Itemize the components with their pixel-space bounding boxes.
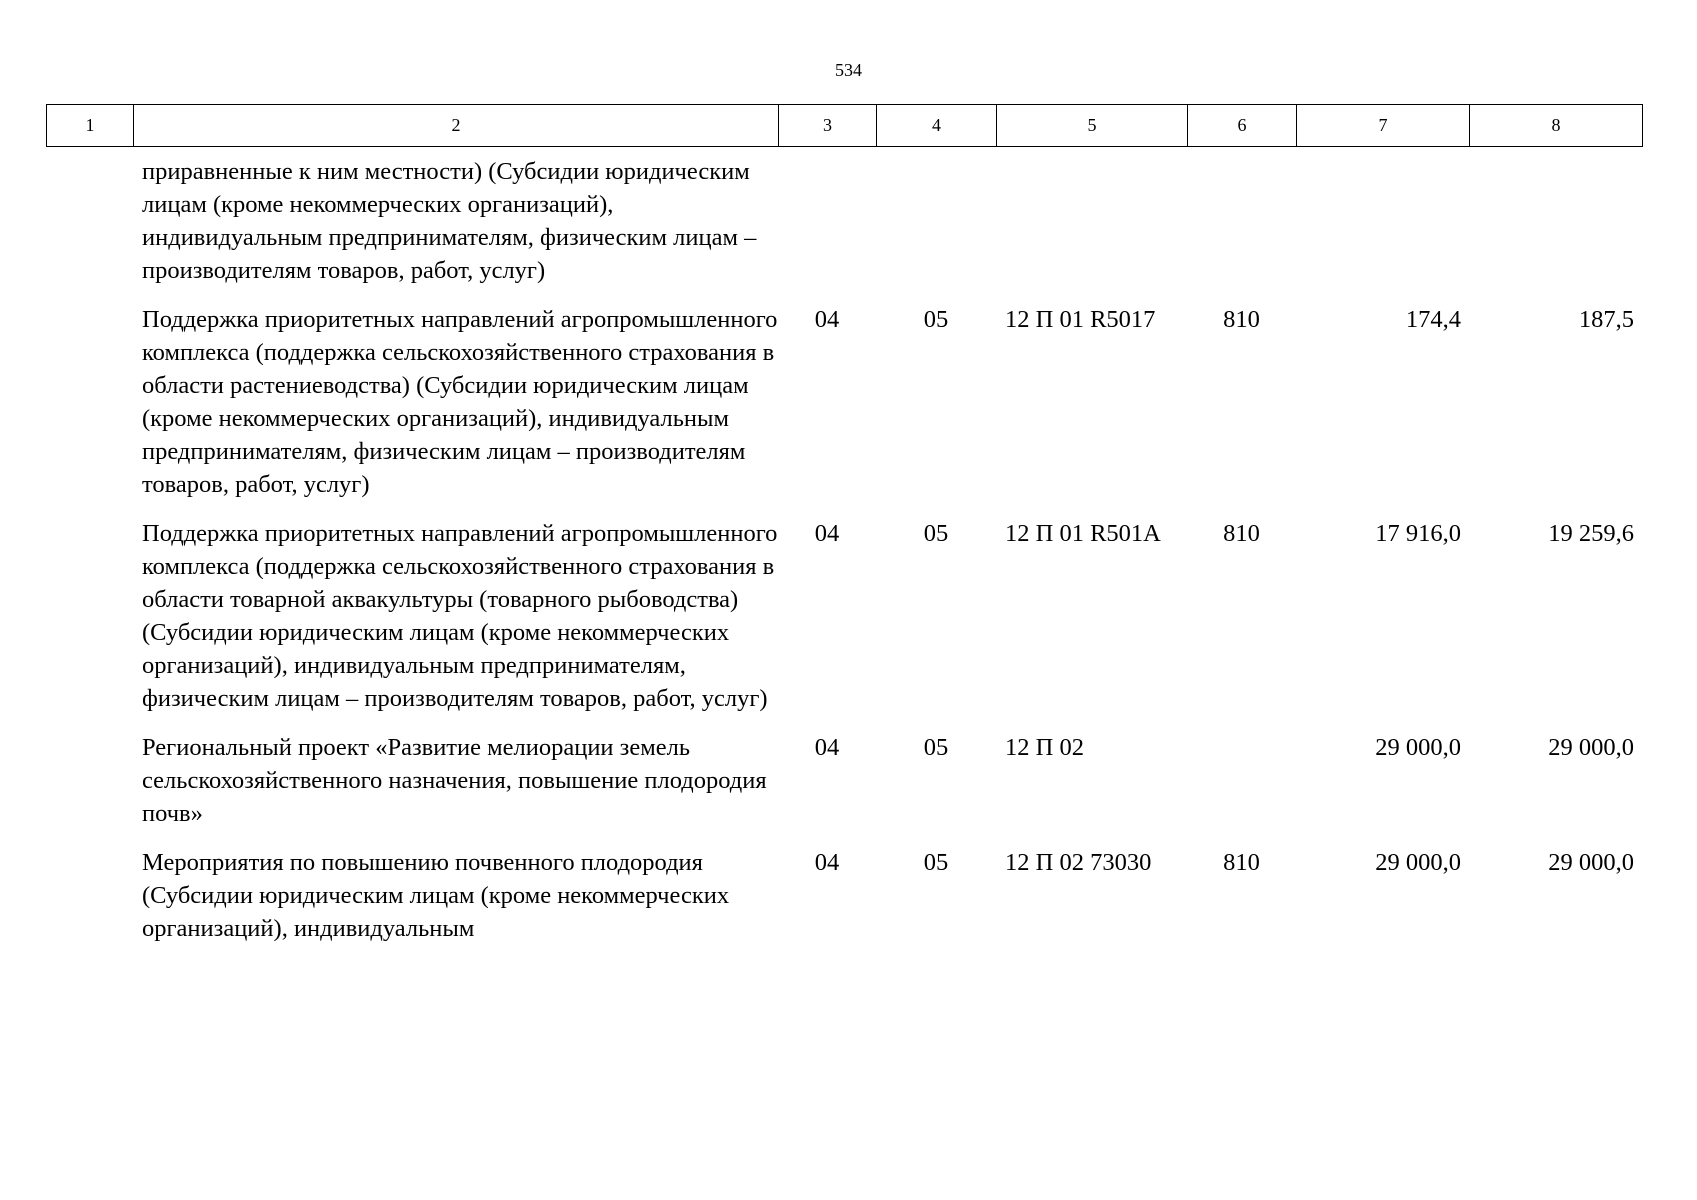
column-number-header — [46, 104, 1643, 147]
row-amount-2: 29 000,0 — [1548, 849, 1634, 876]
row-section: 04 — [814, 306, 840, 333]
row-section — [778, 155, 876, 287]
page-number: 534 — [835, 60, 862, 80]
table-row — [46, 303, 1640, 501]
row-subsection: 05 — [923, 306, 949, 333]
table-row — [46, 155, 1640, 287]
header-cell-5: 5 — [997, 105, 1188, 147]
row-expense-type — [1187, 155, 1296, 287]
header-cell-4: 4 — [877, 105, 997, 147]
row-section: 04 — [814, 734, 840, 761]
row-section: 04 — [814, 520, 840, 547]
row-number-cell — [46, 303, 133, 501]
row-amount-2: 29 000,0 — [1548, 734, 1634, 761]
row-number-cell — [46, 846, 133, 945]
row-subsection: 05 — [923, 849, 949, 876]
row-amount-1: 29 000,0 — [1375, 734, 1461, 761]
row-amount-2: 187,5 — [1578, 306, 1634, 333]
row-expense-type: 810 — [1223, 849, 1260, 876]
header-cell-3: 3 — [779, 105, 877, 147]
row-number-cell — [46, 517, 133, 715]
row-description: Региональный проект «Развитие мелиорации земель сельскохозяйственного назначения, повышение плодородия почв» — [142, 734, 767, 827]
table-row — [46, 517, 1640, 715]
row-expense-type: 810 — [1223, 306, 1260, 333]
row-number-cell — [46, 155, 133, 287]
header-cell-1: 1 — [47, 105, 134, 147]
row-amount-2 — [1469, 155, 1642, 287]
row-target-code: 12 П 01 R5017 — [1005, 306, 1156, 333]
header-cell-6: 6 — [1188, 105, 1297, 147]
row-amount-1: 29 000,0 — [1375, 849, 1461, 876]
row-amount-2: 19 259,6 — [1548, 520, 1634, 547]
row-amount-1 — [1296, 155, 1469, 287]
budget-table-body — [46, 155, 1640, 945]
row-subsection: 05 — [923, 734, 949, 761]
row-subsection: 05 — [923, 520, 949, 547]
row-section: 04 — [814, 849, 840, 876]
row-target-code: 12 П 01 R501А — [1005, 520, 1161, 547]
row-description: Мероприятия по повышению почвенного плодородия (Субсидии юридическим лицам (кроме некоммерческих организаций), индивидуальным — [142, 849, 730, 942]
header-cell-8: 8 — [1470, 105, 1643, 147]
row-description: Поддержка приоритетных направлений агропромышленного комплекса (поддержка сельскохозяйственного страхования в области растениеводства) (Субсидии юридическим лицам (кроме некоммерческих организаций), индивидуальным предпринимателям, физическим лицам – производителям товаров, работ, услуг) — [142, 306, 778, 498]
header-cell-2: 2 — [134, 105, 779, 147]
table-row — [46, 731, 1640, 830]
header-cell-7: 7 — [1297, 105, 1470, 147]
row-amount-1: 174,4 — [1405, 306, 1461, 333]
table-row — [46, 846, 1640, 945]
row-subsection — [876, 155, 996, 287]
row-number-cell — [46, 731, 133, 830]
row-description: Поддержка приоритетных направлений агропромышленного комплекса (поддержка сельскохозяйственного страхования в области товарной аквакультуры (товарного рыбоводства) (Субсидии юридическим лицам (кроме некоммерческих организаций), индивидуальным предпринимателям, физическим лицам – производителям товаров, работ, услуг) — [142, 520, 778, 712]
row-expense-type: 810 — [1223, 520, 1260, 547]
row-target-code — [996, 155, 1187, 287]
row-expense-type — [1187, 731, 1296, 830]
row-target-code: 12 П 02 — [1005, 734, 1084, 761]
row-target-code: 12 П 02 73030 — [1005, 849, 1152, 876]
row-description: приравненные к ним местности) (Субсидии юридическим лицам (кроме некоммерческих организаций), индивидуальным предпринимателям, физическим лицам – производителям товаров, работ, услуг) — [142, 158, 757, 284]
row-amount-1: 17 916,0 — [1375, 520, 1461, 547]
header-row — [47, 105, 1643, 147]
